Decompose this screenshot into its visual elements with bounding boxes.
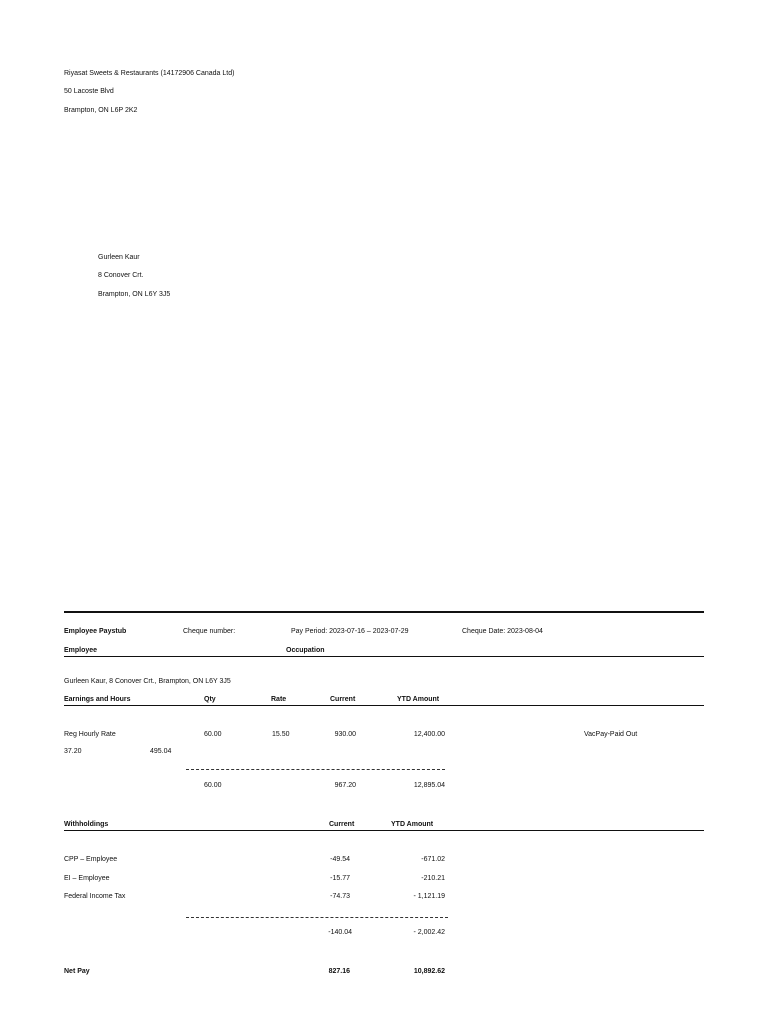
withholdings-header-current: Current (329, 821, 355, 828)
company-name: Riyasat Sweets & Restaurants (14172906 Canada Ltd) (64, 70, 235, 77)
cheque-number-label: Cheque number: (183, 628, 236, 635)
stub-title: Employee Paystub (64, 628, 127, 635)
earnings-row-rate: 15.50 (272, 731, 290, 738)
cheque-date: Cheque Date: 2023-08-04 (462, 628, 543, 635)
earnings-header-desc: Earnings and Hours (64, 696, 131, 703)
recipient-name: Gurleen Kaur (98, 254, 140, 261)
recipient-street: 8 Conover Crt. (98, 272, 144, 279)
withholding-row-desc: Federal Income Tax (64, 893, 126, 900)
earnings-row-qty: 60.00 (204, 731, 222, 738)
employee-label: Employee (64, 647, 98, 654)
recipient-city: Brampton, ON L6Y 3J5 (98, 291, 171, 298)
earnings-row-desc: Reg Hourly Rate (64, 731, 116, 738)
withholding-row-current: -74.73 (330, 893, 350, 900)
company-street: 50 Lacoste Blvd (64, 88, 114, 95)
earnings-header-ytd: YTD Amount (397, 696, 440, 703)
net-pay-label: Net Pay (64, 968, 90, 975)
earnings-total-qty: 60.00 (204, 782, 222, 789)
withholdings-rule (64, 830, 704, 831)
earnings-total-current: 967.20 (334, 782, 356, 789)
company-city: Brampton, ON L6P 2K2 (64, 107, 138, 114)
withholding-row-ytd: -671.02 (421, 856, 445, 863)
withholding-row-current: -49.54 (330, 856, 350, 863)
earnings-total-ytd: 12,895.04 (413, 782, 445, 789)
net-pay-current: 827.16 (328, 968, 350, 975)
occupation-label: Occupation (286, 647, 325, 654)
withholdings-total-current: -140.04 (328, 929, 352, 936)
earnings-header-rate: Rate (271, 696, 287, 703)
withholdings-header-ytd: YTD Amount (391, 821, 434, 828)
earnings-row-current: 930.00 (334, 731, 356, 738)
withholding-row-ytd: - 1,121.19 (413, 893, 445, 900)
vacpay-label: VacPay-Paid Out (584, 731, 638, 738)
vacpay-current: 37.20 (64, 748, 82, 755)
withholdings-total-ytd: - 2,002.42 (413, 929, 445, 936)
earnings-rule (64, 705, 704, 706)
withholdings-header-desc: Withholdings (64, 821, 109, 828)
net-pay-ytd: 10,892.62 (413, 968, 445, 975)
earnings-header-current: Current (330, 696, 356, 703)
stub-top-rule (64, 611, 704, 613)
withholding-row-desc: EI – Employee (64, 875, 110, 882)
withholding-row-current: -15.77 (330, 875, 350, 882)
withholding-row-ytd: -210.21 (421, 875, 445, 882)
earnings-total-rule (186, 769, 445, 770)
earnings-header-qty: Qty (204, 696, 216, 703)
withholding-row-desc: CPP – Employee (64, 856, 118, 863)
vacpay-ytd: 495.04 (150, 748, 172, 755)
earnings-row-ytd: 12,400.00 (413, 731, 445, 738)
employee-line: Gurleen Kaur, 8 Conover Crt., Brampton, ON L6Y 3J5 (64, 678, 231, 685)
withholdings-total-rule (186, 917, 448, 918)
pay-period: Pay Period: 2023-07-16 – 2023-07-29 (291, 628, 409, 635)
employee-rule (64, 656, 704, 657)
